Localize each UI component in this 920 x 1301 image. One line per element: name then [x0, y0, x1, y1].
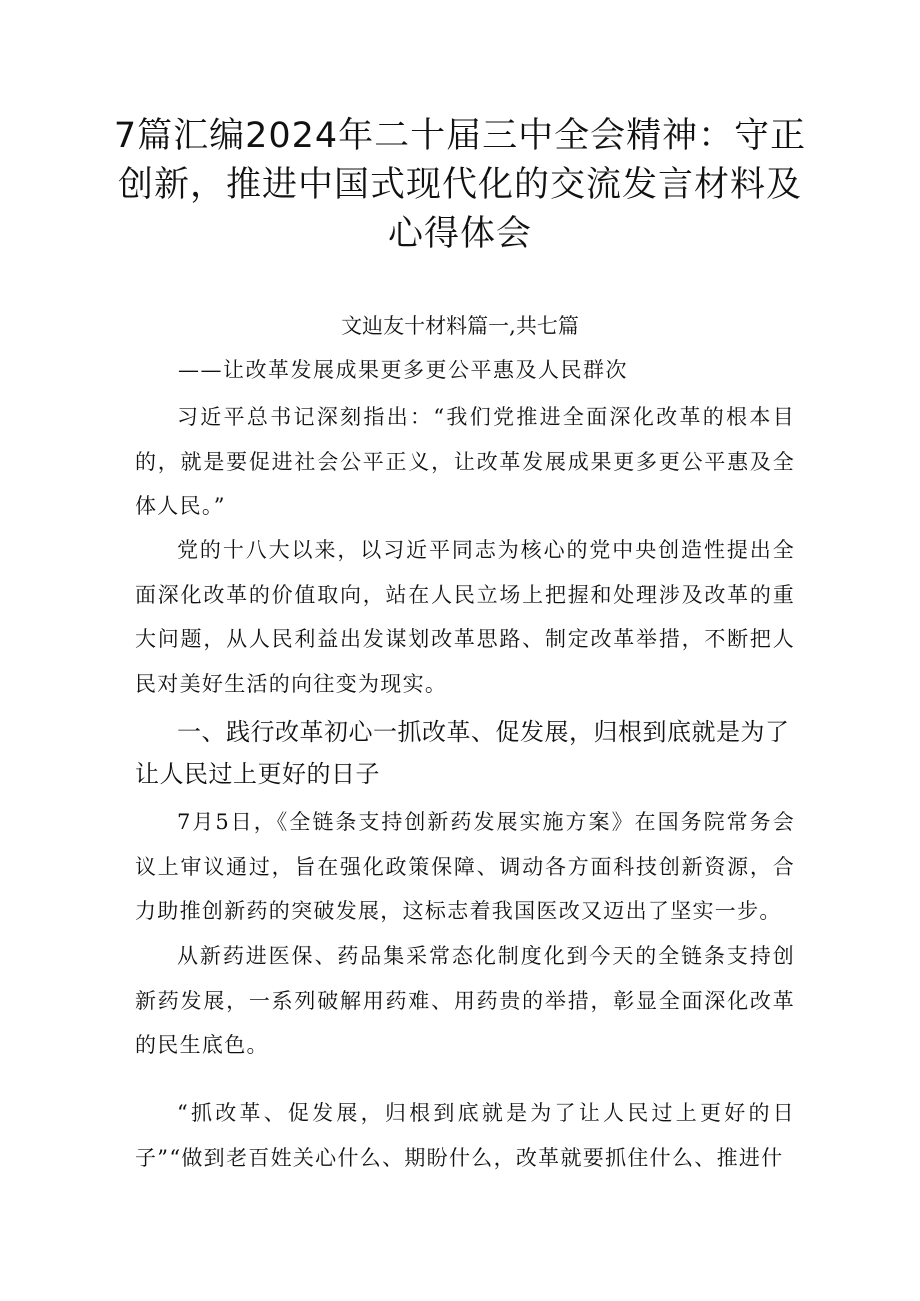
- paragraph: 习近平总书记深刻指出：“我们党推进全面深化改革的根本目的，就是要促进社会公平正义，让改革发展成果更多更公平惠及全体人民。”: [135, 405, 795, 518]
- title-line: 心得体会: [387, 214, 532, 254]
- section-heading: 一、践行改革初心一抓改革、促发展，归根到底就是为了让人民过上更好的日子: [135, 718, 790, 788]
- title-line: 创新，推进中国式现代化的交流发言材料及: [117, 165, 802, 205]
- paragraph: 7月5日，《全链条支持创新药发展实施方案》在国务院常务会议上审议通过，旨在强化政策保障、调动各方面科技创新资源，合力助推创新药的突破发展，这标志着我国医改又迈出了坚实一步。: [135, 810, 795, 923]
- paragraph: “抓改革、促发展，归根到底就是为了让人民过上更好的日子”“做到老百姓关心什么、期盼什么，改革就要抓住什么、推进什: [135, 1101, 795, 1170]
- document-title: [100, 112, 820, 259]
- subtitle: ——让改革发展成果更多更公平惠及人民群次: [178, 358, 628, 382]
- paragraph: 从新药进医保、药品集采常态化制度化到今天的全链条支持创新药发展，一系列破解用药难、用药贵的举措，彰显全面深化改革的民生底色。: [135, 944, 795, 1057]
- section-label: 文辿友十材料篇一,共七篇: [341, 314, 579, 338]
- title-line: 7篇汇编2024年二十届三中全会精神：守正: [113, 116, 807, 156]
- paragraph: 党的十八大以来，以习近平同志为核心的党中央创造性提出全面深化改革的价值取向，站在人民立场上把握和处理涉及改革的重大问题，从人民利益出发谋划改革思路、制定改革举措，不断把人民对美好生活的向往变为现实。: [135, 538, 795, 696]
